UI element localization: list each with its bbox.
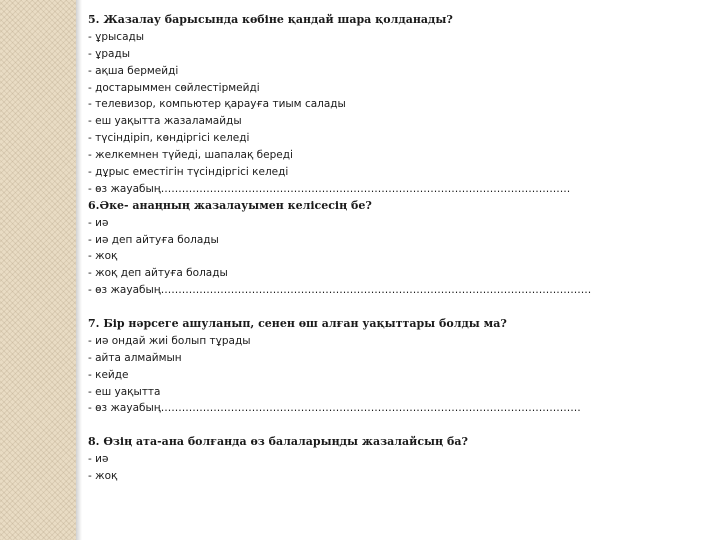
border-shadow [76, 0, 82, 540]
q5-option: - ұрысады [88, 30, 145, 43]
q6-own-answer: - өз жауабың…………………………………………………………………………………………………………… [88, 284, 592, 297]
question-7-title: 7. Бір нәрсеге ашуланып, сенен өш алған уақыттары болды ма? [88, 317, 507, 331]
q8-option: - иә [88, 453, 109, 466]
question-6-title: 6.Әке- анаңның жазалауымен келісесің бе? [88, 198, 372, 212]
q7-option: - айта алмаймын [88, 351, 182, 364]
spacer [88, 299, 708, 316]
q5-option: - түсіндіріп, көндіргісі келеді [88, 132, 250, 145]
q6-option: - жоқ [88, 250, 118, 263]
q5-option: - ақша бермейді [88, 64, 179, 77]
question-5-title: 5. Жазалау барысында көбіне қандай шара қолданады? [88, 13, 453, 26]
q8-option: - жоқ [88, 470, 118, 483]
decorative-left-border [0, 0, 76, 540]
q5-option: - желкемнен түйеді, шапалақ береді [88, 149, 293, 162]
q5-option: - еш уақытта жазаламайды [88, 115, 242, 128]
q5-option: - дұрыс еместігін түсіндіргісі келеді [88, 166, 289, 179]
q5-option: - ұрады [88, 47, 130, 60]
q5-option: - достарыммен сөйлестірмейді [88, 81, 260, 94]
q7-own-answer: - өз жауабың………………………………………………………………………………………………………… [88, 402, 581, 415]
q5-own-answer: - өз жауабың……………………………………………………………………………………………………… [88, 182, 571, 195]
q7-option: - иә ондай жиі болып тұрады [88, 334, 251, 347]
q7-option: - еш уақытта [88, 385, 161, 398]
q6-option: - жоқ деп айтуға болады [88, 267, 228, 280]
questionnaire [88, 12, 708, 485]
q6-option: - иә [88, 216, 109, 229]
q7-option: - кейде [88, 368, 129, 381]
q5-option: - телевизор, компьютер қарауға тиым салады [88, 98, 346, 111]
question-8-title: 8. Өзің ата-ана болғанда өз балаларыңды жазалайсың ба? [88, 435, 468, 449]
spacer [88, 417, 708, 434]
q6-option: - иә деп айтуға болады [88, 233, 219, 246]
